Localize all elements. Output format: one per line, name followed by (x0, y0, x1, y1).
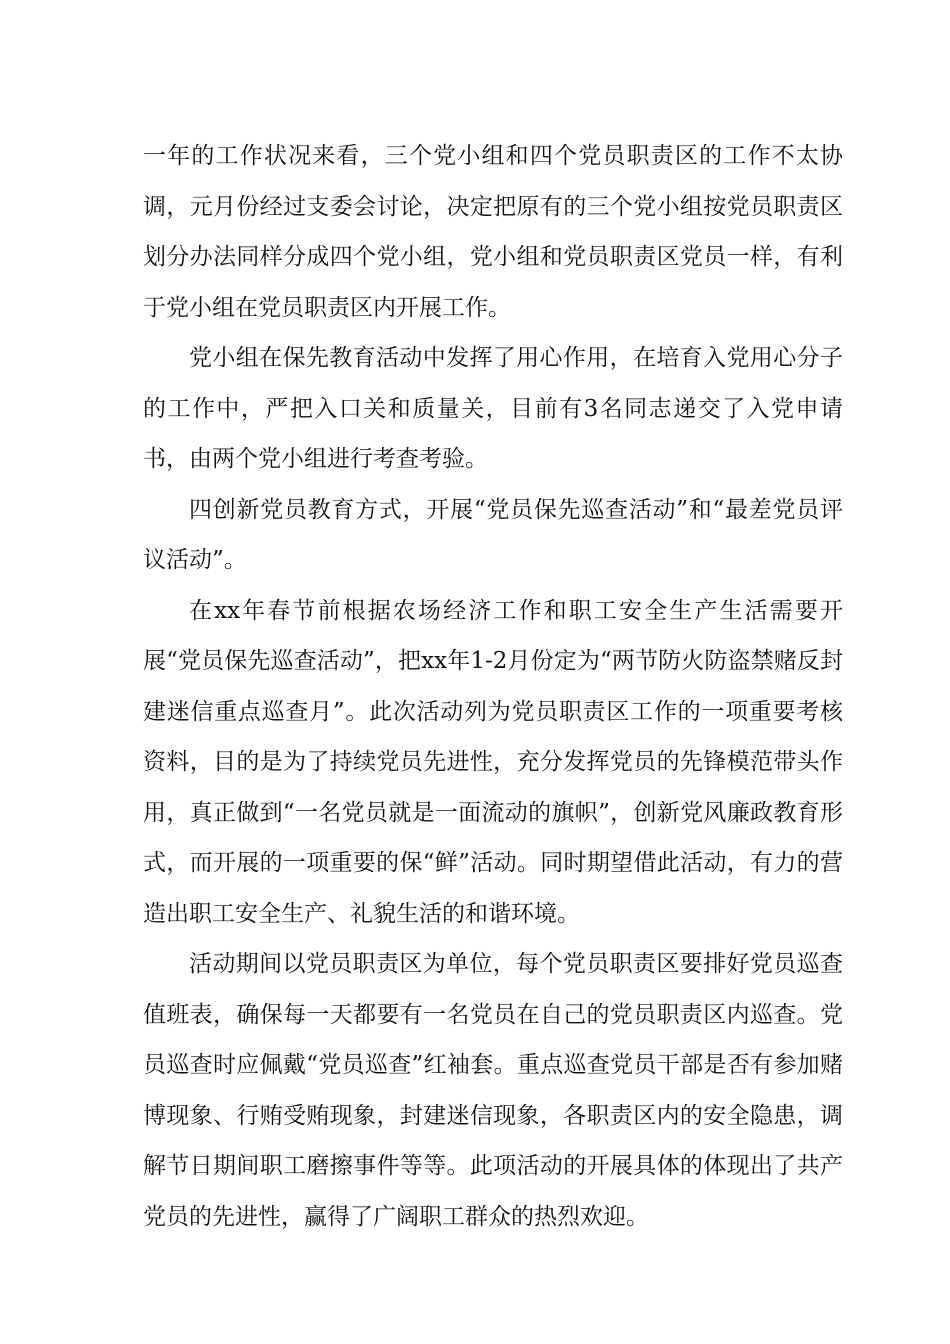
paragraph-party-group-role: 党小组在保先教育活动中发挥了用心作用，在培育入党用心分子的工作中，严把入口关和质量关，目前有3名同志递交了入党申请书，由两个党小组进行考查考验。 (143, 345, 843, 472)
paragraph-patrol-activity: 在xx年春节前根据农场经济工作和职工安全生产生活需要开展“党员保先巡查活动”，把xx年1-2月份定为“两节防火防盗禁赌反封建迷信重点巡查月”。此次活动列为党员职责区工作的一项重要考核资料，目的是为了持续党员先进性，充分发挥党员的先锋模范带头作用，真正做到“一名党员就是一面流动的旗帜”，创新党风廉政教育形式，而开展的一项重要的保“鲜”活动。同时期望借此活动，有力的营造出职工安全生产、礼貌生活的和谐环境。 (143, 597, 843, 927)
paragraph-section-heading: 四创新党员教育方式，开展“党员保先巡查活动”和“最差党员评议活动”。 (143, 496, 843, 573)
paragraph-patrol-details: 活动期间以党员职责区为单位，每个党员职责区要排好党员巡查值班表，确保每一天都要有一名党员在自己的党员职责区内巡查。党员巡查时应佩戴“党员巡查”红袖套。重点巡查党员干部是否有参加赌博现象、行贿受贿现象，封建迷信现象，各职责区内的安全隐患，调解节日期间职工磨擦事件等等。此项活动的开展具体的体现出了共产党员的先进性，赢得了广阔职工群众的热烈欢迎。 (143, 951, 843, 1230)
paragraph-continuation: 一年的工作状况来看，三个党小组和四个党员职责区的工作不太协调，元月份经过支委会讨论，决定把原有的三个党小组按党员职责区划分办法同样分成四个党小组，党小组和党员职责区党员一样，有利于党小组在党员职责区内开展工作。 (143, 143, 843, 321)
document-body (143, 131, 843, 1242)
